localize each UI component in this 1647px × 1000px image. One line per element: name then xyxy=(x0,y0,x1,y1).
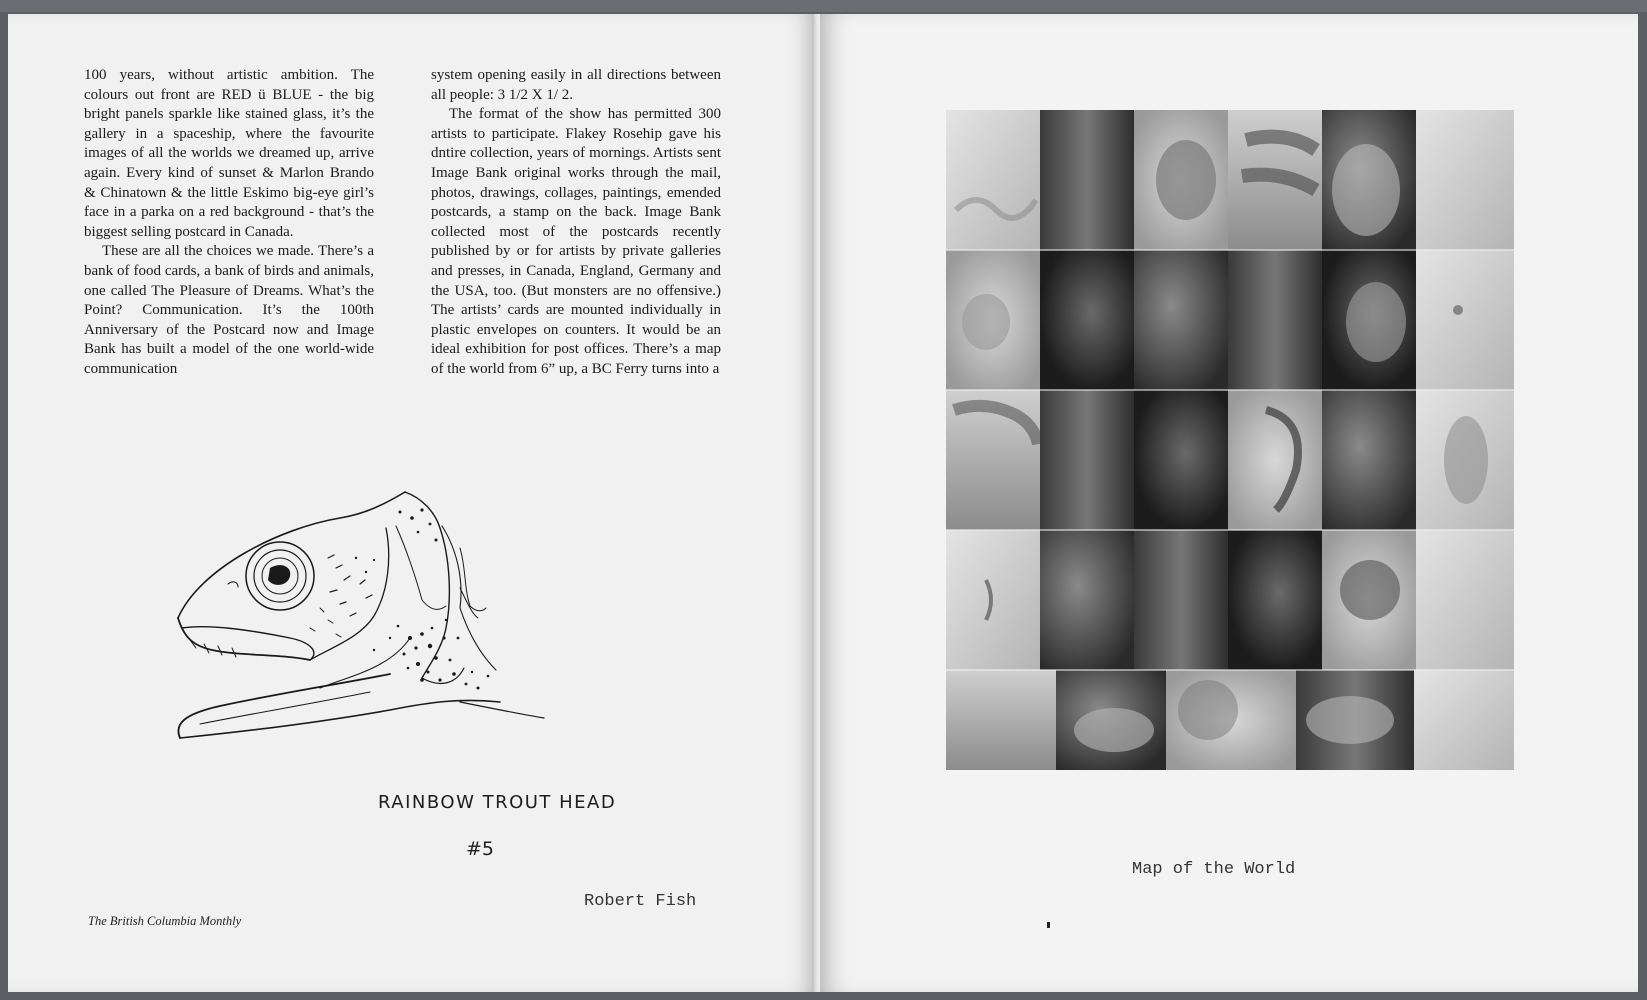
paragraph: The format of the show has permitted 300 artists to participate. Flakey Rosehip gave his dntire collection, years of mornings. Artists sent Image Bank original works through the mail, photos, drawings, collages, paintings, emended postcards, a stamp on the back. Image Bank collected most of the postcards recently published by or for artists by private galleries and presses, in Canada, England, Germany and the USA, too. (But monsters are no offensive.) The artists’ cards are mounted individually in plastic envelopes on counters. It would be an ideal exhibition for post offices. There’s a map of the world from 6” up, a BC Ferry turns into a xyxy=(431,106,721,377)
trout-head-illustration xyxy=(160,488,580,778)
mosaic-row-4 xyxy=(946,530,1514,670)
photo-mosaic-map xyxy=(946,110,1514,770)
text-column-1 xyxy=(84,66,374,380)
trout-eye-pupil xyxy=(268,565,290,585)
illustration-caption: RAINBOW TROUT HEAD xyxy=(378,792,617,813)
page-gutter xyxy=(812,14,820,992)
paragraph: system opening easily in all directions between all people: 3 1/2 X 1/ 2. xyxy=(431,67,721,103)
artist-credit: Robert Fish xyxy=(584,892,697,911)
mosaic-row-1 xyxy=(946,110,1514,250)
page-speck xyxy=(1047,922,1050,928)
illustration-number: #5 xyxy=(466,838,495,860)
paragraph: These are all the choices we made. There’s a bank of food cards, a bank of birds and animals, one called The Pleasure of Dreams. What’s the Point? Communication. It’s the 100th Anniversary of the Postcard now and Image Bank has built a model of the one world-wide communication xyxy=(84,243,374,377)
trout-head-drawing xyxy=(160,488,580,778)
mosaic-row-3 xyxy=(946,390,1514,530)
text-column-2 xyxy=(431,66,721,380)
mosaic-row-2 xyxy=(946,250,1514,390)
mosaic-row-5 xyxy=(946,670,1514,770)
mosaic-caption: Map of the World xyxy=(1132,860,1296,879)
paragraph: 100 years, without artistic ambition. The colours out front are RED ü BLUE - the big bright panels sparkle like stained glass, it’s the gallery in a spaceship, where the favourite images of all the worlds we dreamed up, arrive again. Every kind of sunset & Marlon Brando & Chinatown & the little Eskimo big-eye girl’s face in a parka on a red background - that’s the biggest selling postcard in Canada. xyxy=(84,67,374,240)
publication-footer: The British Columbia Monthly xyxy=(88,914,242,928)
mosaic-grid xyxy=(946,110,1514,770)
